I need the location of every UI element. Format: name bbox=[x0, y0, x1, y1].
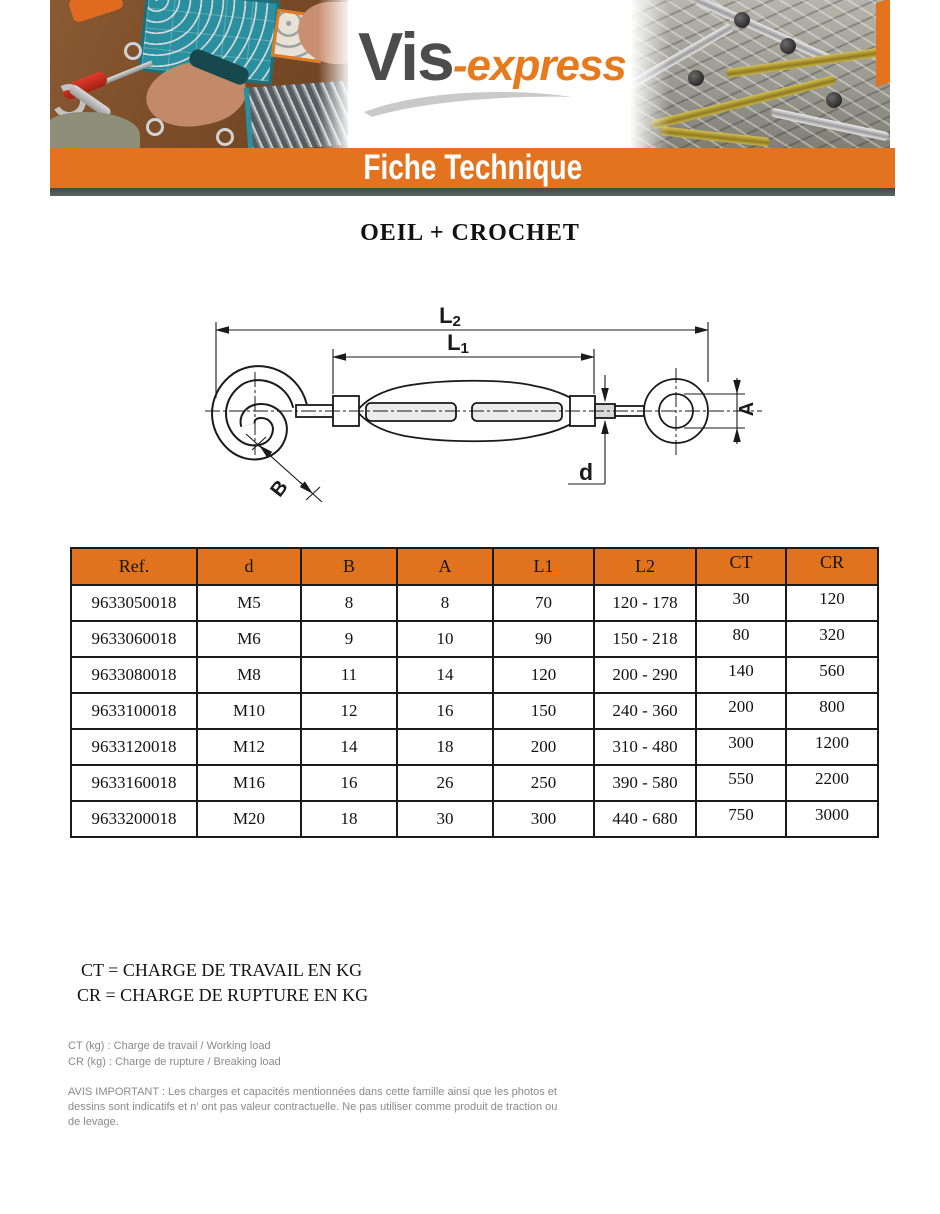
banner-title: Fiche Technique bbox=[363, 148, 582, 187]
table-row bbox=[71, 657, 878, 693]
screw-head-shape bbox=[826, 92, 842, 108]
legend-cr: CR = CHARGE DE RUPTURE EN KG bbox=[77, 985, 369, 1005]
cell-l2: 150 - 218 bbox=[594, 621, 696, 657]
screw-head-shape bbox=[688, 70, 704, 86]
orange-tool-shape bbox=[68, 0, 125, 23]
cell-d: M12 bbox=[197, 729, 301, 765]
cell-a: 14 bbox=[397, 657, 493, 693]
cell-ct: 300 bbox=[696, 729, 786, 765]
cell-b: 12 bbox=[301, 693, 397, 729]
col-header-cr: CR bbox=[786, 548, 878, 585]
fiche-technique-banner bbox=[50, 148, 895, 188]
photo-fade bbox=[318, 0, 352, 148]
cell-b: 18 bbox=[301, 801, 397, 837]
col-header-d: d bbox=[197, 548, 301, 585]
cell-l2: 240 - 360 bbox=[594, 693, 696, 729]
cell-cr: 3000 bbox=[786, 801, 878, 837]
cell-cr: 2200 bbox=[786, 765, 878, 801]
cell-l2: 440 - 680 bbox=[594, 801, 696, 837]
cell-ref: 9633060018 bbox=[71, 621, 197, 657]
cell-ref: 9633120018 bbox=[71, 729, 197, 765]
cell-l1: 150 bbox=[493, 693, 594, 729]
spec-table bbox=[70, 547, 879, 838]
cell-b: 16 bbox=[301, 765, 397, 801]
cell-cr: 560 bbox=[786, 657, 878, 693]
cell-cr: 800 bbox=[786, 693, 878, 729]
label-a: A bbox=[736, 401, 758, 417]
screwdriver-shaft-shape bbox=[103, 60, 153, 84]
cell-ref: 9633200018 bbox=[71, 801, 197, 837]
page-title: OEIL + CROCHET bbox=[360, 220, 580, 246]
divider-bar bbox=[50, 188, 895, 196]
cell-l2: 310 - 480 bbox=[594, 729, 696, 765]
col-header-b: B bbox=[301, 548, 397, 585]
cell-ref: 9633080018 bbox=[71, 657, 197, 693]
washer-shape bbox=[124, 42, 142, 60]
photo-fade bbox=[630, 0, 670, 148]
col-header-a: A bbox=[397, 548, 493, 585]
cell-d: M20 bbox=[197, 801, 301, 837]
cell-a: 18 bbox=[397, 729, 493, 765]
logo-swoosh bbox=[362, 88, 576, 118]
col-header-l2: L2 bbox=[594, 548, 696, 585]
cell-b: 14 bbox=[301, 729, 397, 765]
cell-b: 9 bbox=[301, 621, 397, 657]
legend-ct: CT = CHARGE DE TRAVAIL EN KG bbox=[81, 960, 363, 980]
cell-a: 10 bbox=[397, 621, 493, 657]
cell-l1: 200 bbox=[493, 729, 594, 765]
workbench-photo bbox=[50, 0, 352, 148]
cell-ref: 9633050018 bbox=[71, 585, 197, 621]
cell-a: 16 bbox=[397, 693, 493, 729]
cell-l2: 200 - 290 bbox=[594, 657, 696, 693]
logo-text-vis: Vis bbox=[358, 19, 453, 95]
cell-ct: 30 bbox=[696, 585, 786, 621]
footnotes bbox=[68, 1038, 557, 1130]
logo-text-express: -express bbox=[452, 41, 626, 90]
table-row bbox=[71, 765, 878, 801]
table-row bbox=[71, 621, 878, 657]
cell-a: 26 bbox=[397, 765, 493, 801]
cell-d: M8 bbox=[197, 657, 301, 693]
label-d: d bbox=[578, 459, 594, 485]
cell-l1: 250 bbox=[493, 765, 594, 801]
washer-shape bbox=[216, 128, 234, 146]
label-l2: L2 bbox=[439, 303, 461, 330]
orange-bin-shape bbox=[876, 0, 890, 87]
cell-d: M10 bbox=[197, 693, 301, 729]
col-header-ref: Ref. bbox=[71, 548, 197, 585]
table-header-row bbox=[71, 548, 878, 585]
vis-express-logo bbox=[348, 0, 626, 148]
cell-b: 8 bbox=[301, 585, 397, 621]
screw-head-shape bbox=[780, 38, 796, 54]
footnote-ct: CT (kg) : Charge de travail / Working load bbox=[68, 1040, 271, 1052]
screws-photo bbox=[630, 0, 890, 148]
cell-ct: 750 bbox=[696, 801, 786, 837]
legend bbox=[77, 958, 368, 1008]
cell-l1: 70 bbox=[493, 585, 594, 621]
cell-d: M5 bbox=[197, 585, 301, 621]
label-b: B bbox=[266, 476, 293, 502]
important-notice: AVIS IMPORTANT : Les charges et capacités mentionnées dans cette famille ainsi que les photos et dessins sont indicatifs et n' ont pas valeur contractuelle. Ne pas utiliser comme produit de traction ou de levage. bbox=[68, 1086, 558, 1128]
cell-cr: 1200 bbox=[786, 729, 878, 765]
table-body bbox=[71, 585, 878, 837]
cell-a: 8 bbox=[397, 585, 493, 621]
cell-d: M6 bbox=[197, 621, 301, 657]
cell-ref: 9633100018 bbox=[71, 693, 197, 729]
cell-l2: 390 - 580 bbox=[594, 765, 696, 801]
table-row bbox=[71, 729, 878, 765]
col-header-ct: CT bbox=[696, 548, 786, 585]
sleeve-shape bbox=[50, 112, 140, 148]
washer-shape bbox=[146, 118, 164, 136]
hook-shape bbox=[219, 373, 300, 452]
col-header-l1: L1 bbox=[493, 548, 594, 585]
cell-b: 11 bbox=[301, 657, 397, 693]
table-row bbox=[71, 585, 878, 621]
turnbuckle-technical-drawing bbox=[190, 295, 770, 510]
table-row bbox=[71, 801, 878, 837]
cell-l1: 300 bbox=[493, 801, 594, 837]
label-l1: L1 bbox=[447, 330, 469, 357]
cell-ct: 550 bbox=[696, 765, 786, 801]
cell-ref: 9633160018 bbox=[71, 765, 197, 801]
cell-ct: 140 bbox=[696, 657, 786, 693]
cell-d: M16 bbox=[197, 765, 301, 801]
cell-l2: 120 - 178 bbox=[594, 585, 696, 621]
table-row bbox=[71, 693, 878, 729]
cell-ct: 80 bbox=[696, 621, 786, 657]
screw-head-shape bbox=[734, 12, 750, 28]
cell-cr: 120 bbox=[786, 585, 878, 621]
cell-ct: 200 bbox=[696, 693, 786, 729]
cell-l1: 90 bbox=[493, 621, 594, 657]
cell-a: 30 bbox=[397, 801, 493, 837]
cell-l1: 120 bbox=[493, 657, 594, 693]
cell-cr: 320 bbox=[786, 621, 878, 657]
footnote-cr: CR (kg) : Charge de rupture / Breaking load bbox=[68, 1056, 281, 1068]
